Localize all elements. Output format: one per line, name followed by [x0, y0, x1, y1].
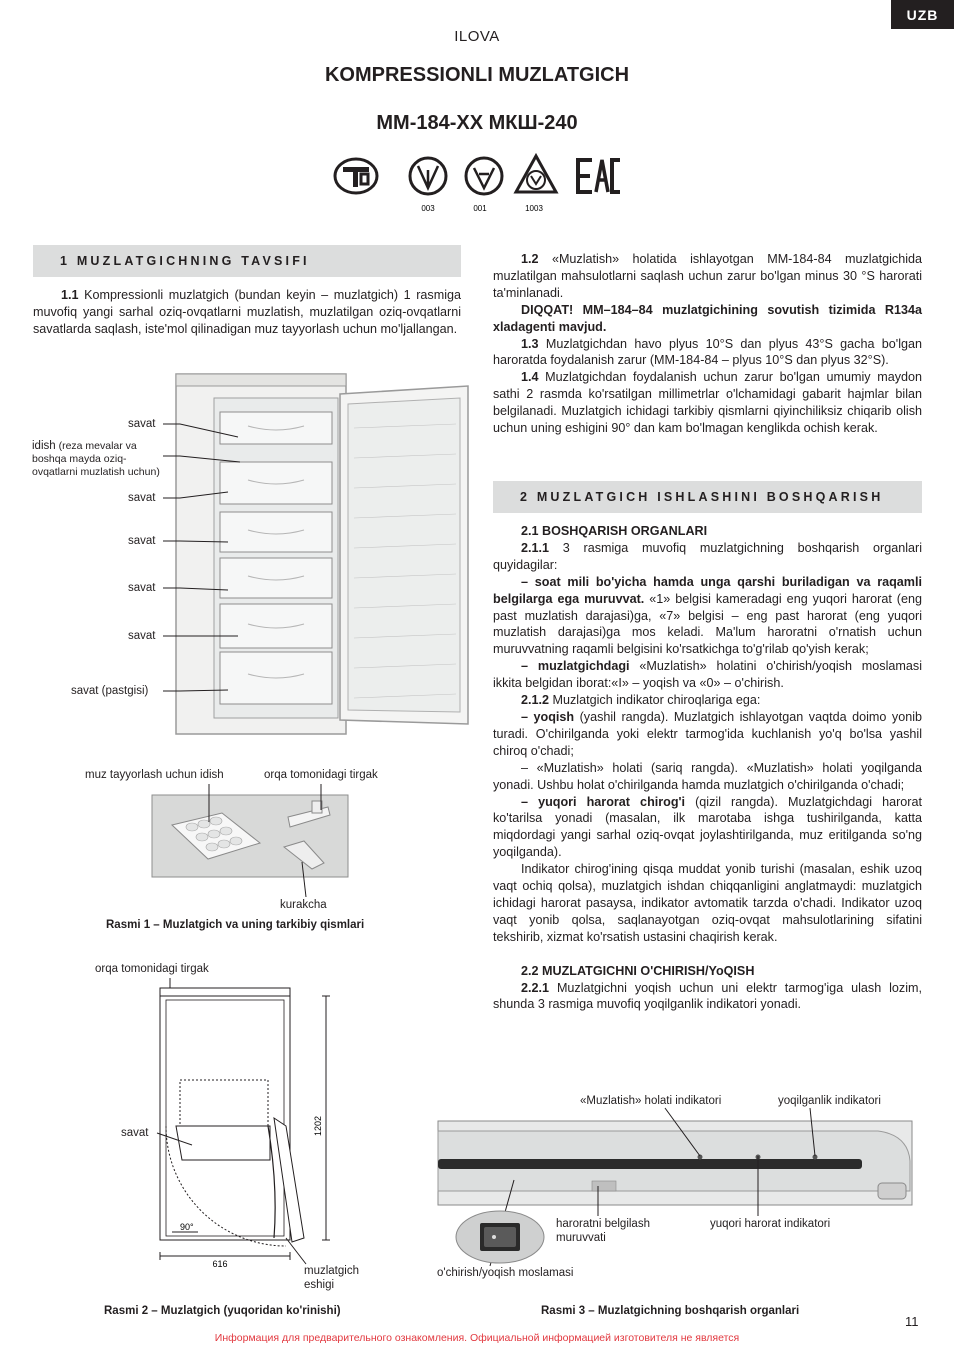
- label-power-indicator: yoqilganlik indikatori: [778, 1095, 881, 1107]
- cert-number-1003: 1003: [525, 204, 543, 213]
- language-tag: UZB: [891, 0, 954, 29]
- para-text: «Muzlatish» holatida ishlayotgan MM-184-84 muzlatgichida muzlatilgan mahsulotlarni saqlash uchun zarur bo'lgan minus 30 °S harorati ta'minlanadi.: [493, 252, 923, 300]
- idish-label: idish: [32, 440, 56, 452]
- label-savat-top: savat: [121, 1127, 149, 1139]
- para-text: Muzlatgichni yoqish uchun uni elektr tarmog'iga ulash lozim, shunda 3 rasmiga muvofiq yoqilganlik indikatori yonadi.: [493, 980, 923, 1012]
- item-bold: – muzlatgichdagi: [521, 659, 630, 674]
- label-savat-bottom: savat (pastgisi): [71, 685, 149, 697]
- label-back-stop-top: orqa tomonidagi tirgak: [95, 963, 209, 975]
- switch-illustration: [454, 1209, 546, 1265]
- label-savat-5: savat: [128, 630, 156, 642]
- section-2-heading: 2 MUZLATGICH ISHLASHINI BOSHQARISH: [493, 481, 922, 513]
- item-bold: – soat mili bo'yicha hamda unga qarshi buriladigan va raqamli belgilarga ega muruvvat.: [493, 574, 922, 606]
- para-number: 1.2: [521, 252, 539, 266]
- warning-text: DIQQAT! MM–184–84 muzlatgichining sovutish tizimida R134a xladagenti mavjud.: [493, 302, 922, 334]
- para-text: Muzlatgich indikator chiroqlariga ega:: [552, 693, 761, 708]
- appendix-label: ILOVA: [454, 28, 500, 45]
- para-number: 2.2.1: [521, 980, 550, 995]
- dimension-width: 616: [212, 1259, 228, 1269]
- model-title: MM-184-XX МКШ-240: [376, 112, 578, 134]
- cert-number-001: 001: [473, 204, 487, 213]
- label-savat-4: savat: [128, 582, 156, 594]
- para-text: Kompressionli muzlatgich (bundan keyin – muzlatgich) 1 rasmiga muvofiq yangi sarhal oziq-ovqatlarni muzlatish, muzlatilgan oziq-ovqatlarni savatlarda saqlash, iste'mol qilinadigan muz tayyorlash uchun mo'ljallangan.: [33, 288, 462, 336]
- item-text: (yashil rangda). Muzlatgich ishlayotgan vaqtda doimo yonib turadi. O'chirilganda yoki elektr tarmog'ida kuchlanish yo'q bo'lsa yashil chiroq o'chadi;: [493, 709, 923, 758]
- cert-number-003: 003: [421, 204, 435, 213]
- idish-note: (reza mevalar va boshqa mayda oziq-ovqatlarni muzlatish uchun): [32, 440, 160, 478]
- label-scraper: kurakcha: [280, 899, 327, 911]
- para-number: 1.1: [61, 288, 79, 302]
- item-bold: – yoqish: [521, 709, 575, 724]
- section-1-heading: 1 MUZLATGICHNING TAVSIFI: [33, 245, 461, 277]
- item-text: «Muzlatish» holatini o'chirish/yoqish moslamasi ikkita belgidan iborat:«I» – yoqish va «0» – o'chirish.: [493, 659, 922, 691]
- para-number: 1.4: [521, 370, 539, 385]
- label-savat-1: savat: [128, 418, 156, 430]
- para-text: Muzlatgichdan havo plyus 10°S dan plyus 43°S gacha bo'lgan haroratda foydalanish zarur (MM-184-84 – plyus 10°S dan plyus 32°S).: [493, 336, 923, 368]
- item-text: (qizil rangda). Muzlatgichdagi harorat ko'tarilsa yonadi (masalan, ilk marotaba ishga tushirilganda, katta miqdordagi yangi sarhal oziq-ovqat joylashtirilganda, muz eritilganda so'ng yoqilganda).: [493, 794, 922, 860]
- label-knob: haroratni belgilash muruvvati: [556, 1218, 650, 1244]
- para-number: 2.1.1: [521, 540, 550, 555]
- dimension-height: 1202: [313, 1115, 323, 1136]
- page-number: 11: [905, 1314, 919, 1329]
- label-door: muzlatgich eshigi: [304, 1265, 359, 1291]
- subsection-heading: 2.1 BOSHQARISH ORGANLARI: [521, 524, 708, 538]
- para-number: 2.1.2: [521, 693, 550, 708]
- para-text: 3 rasmiga muvofiq muzlatgichning boshqarish organlari quyidagilar:: [493, 540, 922, 572]
- label-high-temp-indicator: yuqori harorat indikatori: [710, 1218, 831, 1230]
- label-switch: o'chirish/yoqish moslamasi: [437, 1267, 574, 1279]
- figure-1-caption: Rasmi 1 – Muzlatgich va uning tarkibiy qismlari: [106, 919, 365, 931]
- subsection-heading: 2.2 MUZLATGICHNI O'CHIRISH/YoQISH: [521, 963, 755, 978]
- figure-3-caption: Rasmi 3 – Muzlatgichning boshqarish organlari: [541, 1305, 800, 1317]
- page-title: KOMPRESSIONLI MUZLATGICH: [324, 64, 630, 86]
- switch-icon: [492, 1235, 496, 1239]
- label-back-stop: orqa tomonidagi tirgak: [264, 769, 378, 781]
- item-text: «1» belgisi kameradagi eng yuqori harorat (eng past muzlatish darajasi)ga, «7» belgisi – eng past harorat (eng yuqori muzlatish darajasi)ga mos keladi. Ma'lum haroratni o'rnatish uchun muruvvatning raqamli belgisini ko'rsatkichga to'g'rilab qo'yish kerak;: [493, 591, 922, 657]
- footer-disclaimer: Информация для предварительного ознакомления. Официальной информацией изготовителя не является: [214, 1332, 740, 1344]
- label-savat-2: savat: [128, 492, 156, 504]
- door-angle: 90°: [180, 1222, 194, 1232]
- label-freeze-indicator: «Muzlatish» holati indikatori: [580, 1095, 722, 1107]
- label-ice-tray: muz tayyorlash uchun idish: [85, 769, 224, 781]
- figure-2-caption: Rasmi 2 – Muzlatgich (yuqoridan ko'rinishi): [104, 1305, 341, 1317]
- note-text: Indikator chirog'ining qisqa muddat yonib turishi (masalan, eshik uzoq vaqt ochiq qolsa), muzlatgich ishdan chiqqanligini anglatmaydi: muzlatgich ichidagi harorat pasaysa, indikator avtomatik tarzda o'chadi. Indikator uzoq vaqt yonib qolsa, saqlanayotgan oziq-ovqat mahsulotlarining sifatini tekshirib, xizmat ko'rsatish ustasini chaqirish kerak.: [493, 862, 922, 944]
- para-number: 1.3: [521, 336, 539, 351]
- label-savat-3: savat: [128, 535, 156, 547]
- item-bold: – yuqori harorat chirog'i: [521, 794, 686, 809]
- para-text: Muzlatgichdan foydalanish uchun zarur bo'lgan umumiy maydon sathi 2 rasmda ko'rsatilgan millimetrlar o'lchamidagi gabarit hajmlar bilan belgilanadi. Muzlatgich ichidagi tarkibiy qismlarni qiyinchiliksiz chiqarib olish uchun uning eshigini 90° dan kam bo'lmagan kenglikda ochish kerak.: [493, 370, 923, 436]
- item-text: – «Muzlatish» holati (sariq rangda). «Muzlatish» holati yoqilganda yonadi. Ushbu holat o'chirilganda hamda muzlatgich o'chirilganda o'chadi;: [493, 760, 922, 792]
